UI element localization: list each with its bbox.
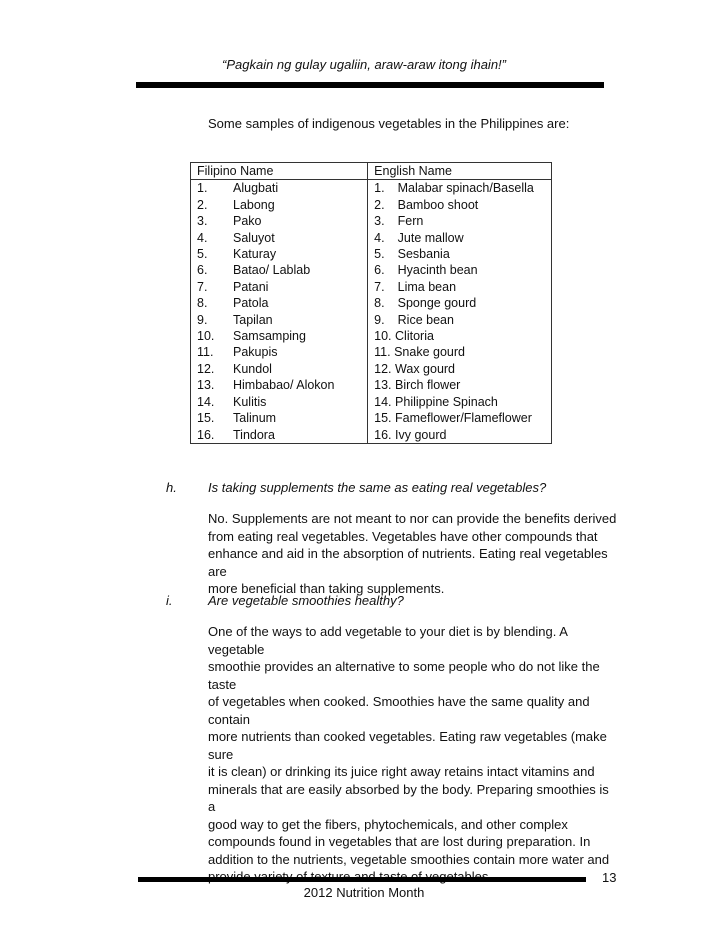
row-number: 1. — [374, 181, 385, 196]
table-row — [191, 312, 552, 328]
answer-line: from eating real vegetables. Vegetables have other compounds that — [208, 528, 598, 544]
table-row — [191, 427, 552, 444]
filipino-name-cell — [191, 262, 368, 278]
filipino-name: Pakupis — [233, 345, 278, 360]
answer-i — [208, 623, 618, 886]
row-number: 15. — [197, 411, 215, 426]
filipino-name: Alugbati — [233, 181, 279, 196]
header-quote: “Pagkain ng gulay ugaliin, araw-araw itong ihain!” — [222, 57, 506, 72]
answer-line: more nutrients than cooked vegetables. Eating raw vegetables (make sure — [208, 729, 607, 762]
row-number: 6. — [197, 263, 208, 278]
filipino-name-cell — [191, 394, 368, 410]
row-number: 14. — [374, 394, 392, 409]
english-name-cell — [368, 410, 552, 426]
header-english: English Name — [368, 163, 552, 180]
english-name: Sesbania — [397, 247, 450, 262]
row-number: 8. — [197, 296, 208, 311]
filipino-name-cell — [191, 246, 368, 262]
filipino-name-cell — [191, 361, 368, 377]
english-name-cell — [368, 279, 552, 295]
filipino-name: Saluyot — [233, 230, 275, 245]
row-number: 2. — [374, 197, 385, 212]
footer-rule — [138, 877, 586, 882]
answer-line: good way to get the fibers, phytochemicals, and other complex — [208, 816, 568, 832]
table-row — [191, 295, 552, 311]
row-number: 9. — [197, 312, 208, 327]
answer-line: No. Supplements are not meant to nor can provide the benefits derived — [208, 511, 617, 526]
answer-line: more beneficial than taking supplements. — [208, 581, 445, 596]
footer-text: 2012 Nutrition Month — [303, 885, 425, 900]
filipino-name: Patola — [233, 296, 269, 311]
english-name: Bamboo shoot — [397, 197, 479, 212]
answer-line: addition to the nutrients, vegetable smoothies contain more water and — [208, 851, 610, 867]
filipino-name-cell — [191, 180, 368, 197]
table-row — [191, 361, 552, 377]
question-h-text: Is taking supplements the same as eating real vegetables? — [208, 480, 547, 495]
row-number: 6. — [374, 263, 385, 278]
english-name: Rice bean — [397, 312, 454, 327]
filipino-name-cell — [191, 197, 368, 213]
english-name-cell — [368, 328, 552, 344]
filipino-name: Patani — [233, 279, 269, 294]
english-name: Clitoria — [395, 329, 434, 344]
filipino-name-cell — [191, 377, 368, 393]
row-number: 8. — [374, 296, 385, 311]
row-number: 3. — [374, 214, 385, 229]
vegetables-table — [190, 162, 552, 444]
table-row — [191, 213, 552, 229]
filipino-name: Pako — [233, 214, 262, 229]
row-number: 7. — [374, 279, 385, 294]
filipino-name: Kundol — [233, 361, 272, 376]
filipino-name: Batao/ Lablab — [233, 263, 311, 278]
english-name-cell — [368, 312, 552, 328]
row-number: 10. — [197, 329, 215, 344]
filipino-name: Samsamping — [233, 329, 306, 344]
english-name-cell — [368, 427, 552, 444]
filipino-name-cell — [191, 295, 368, 311]
filipino-name: Labong — [233, 197, 275, 212]
row-number: 4. — [374, 230, 385, 245]
english-name-cell — [368, 180, 552, 197]
answer-line: enhance and aid in the absorption of nutrients. Eating real vegetables are — [208, 546, 608, 579]
page-number: 13 — [602, 870, 617, 885]
table-row — [191, 230, 552, 246]
answer-line: smoothie provides an alternative to some people who do not like the taste — [208, 659, 600, 692]
english-name: Birch flower — [395, 378, 461, 393]
english-name: Hyacinth bean — [397, 263, 478, 278]
table-row — [191, 344, 552, 360]
english-name: Ivy gourd — [395, 427, 447, 442]
row-number: 13. — [197, 378, 215, 393]
table-row — [191, 328, 552, 344]
answer-line: One of the ways to add vegetable to your diet is by blending. A vegetable — [208, 624, 568, 657]
answer-line: of vegetables when cooked. Smoothies have the same quality and contain — [208, 694, 590, 727]
row-number: 5. — [197, 247, 208, 262]
filipino-name: Tindora — [233, 427, 275, 442]
filipino-name: Talinum — [233, 411, 277, 426]
table-row — [191, 394, 552, 410]
row-number: 15. — [374, 411, 392, 426]
table-row — [191, 410, 552, 426]
filipino-name: Katuray — [233, 247, 277, 262]
header-filipino: Filipino Name — [191, 163, 368, 180]
english-name-cell — [368, 394, 552, 410]
answer-line: it is clean) or drinking its juice right away retains intact vitamins and — [208, 764, 595, 779]
english-name-cell — [368, 246, 552, 262]
table-body — [191, 180, 552, 444]
header-rule — [136, 82, 604, 88]
english-name: Fameflower/Flameflower — [395, 411, 532, 426]
english-name-cell — [368, 197, 552, 213]
filipino-name-cell — [191, 279, 368, 295]
english-name: Philippine Spinach — [395, 394, 498, 409]
row-number: 7. — [197, 279, 208, 294]
english-name-cell — [368, 213, 552, 229]
english-name-cell — [368, 361, 552, 377]
table-header-row — [191, 163, 552, 180]
english-name-cell — [368, 377, 552, 393]
row-number: 9. — [374, 312, 385, 327]
filipino-name-cell — [191, 230, 368, 246]
answer-line: minerals that are easily absorbed by the body. Preparing smoothies is a — [208, 781, 609, 814]
table-row — [191, 262, 552, 278]
row-number: 12. — [197, 361, 215, 376]
english-name: Snake gourd — [394, 345, 465, 360]
row-number: 12. — [374, 361, 392, 376]
filipino-name-cell — [191, 312, 368, 328]
filipino-name: Tapilan — [233, 312, 273, 327]
filipino-name-cell — [191, 328, 368, 344]
row-number: 2. — [197, 197, 208, 212]
filipino-name: Himbabao/ Alokon — [233, 378, 335, 393]
row-number: 13. — [374, 378, 392, 393]
english-name: Lima bean — [397, 279, 457, 294]
table-row — [191, 246, 552, 262]
english-name: Sponge gourd — [397, 296, 477, 311]
table-row — [191, 377, 552, 393]
row-number: 16. — [197, 427, 215, 442]
english-name: Malabar spinach/Basella — [397, 181, 534, 196]
question-i-letter: i. — [166, 593, 173, 608]
filipino-name-cell — [191, 427, 368, 444]
filipino-name-cell — [191, 344, 368, 360]
answer-h — [208, 510, 618, 598]
english-name-cell — [368, 262, 552, 278]
question-h-letter: h. — [166, 480, 177, 495]
table-row — [191, 180, 552, 197]
table-row — [191, 197, 552, 213]
row-number: 14. — [197, 394, 215, 409]
english-name-cell — [368, 295, 552, 311]
row-number: 5. — [374, 247, 385, 262]
english-name: Jute mallow — [397, 230, 464, 245]
row-number: 10. — [374, 329, 392, 344]
filipino-name: Kulitis — [233, 394, 267, 409]
row-number: 3. — [197, 214, 208, 229]
filipino-name-cell — [191, 213, 368, 229]
row-number: 4. — [197, 230, 208, 245]
row-number: 1. — [197, 181, 208, 196]
english-name-cell — [368, 230, 552, 246]
question-i-text: Are vegetable smoothies healthy? — [208, 593, 404, 608]
filipino-name-cell — [191, 410, 368, 426]
row-number: 16. — [374, 427, 392, 442]
table-row — [191, 279, 552, 295]
intro-text: Some samples of indigenous vegetables in the Philippines are: — [208, 116, 570, 131]
english-name: Wax gourd — [395, 361, 456, 376]
english-name: Fern — [397, 214, 424, 229]
english-name-cell — [368, 344, 552, 360]
answer-line: compounds found in vegetables that are lost during preparation. In — [208, 834, 591, 849]
row-number: 11. — [197, 345, 214, 360]
row-number: 11. — [374, 345, 391, 360]
